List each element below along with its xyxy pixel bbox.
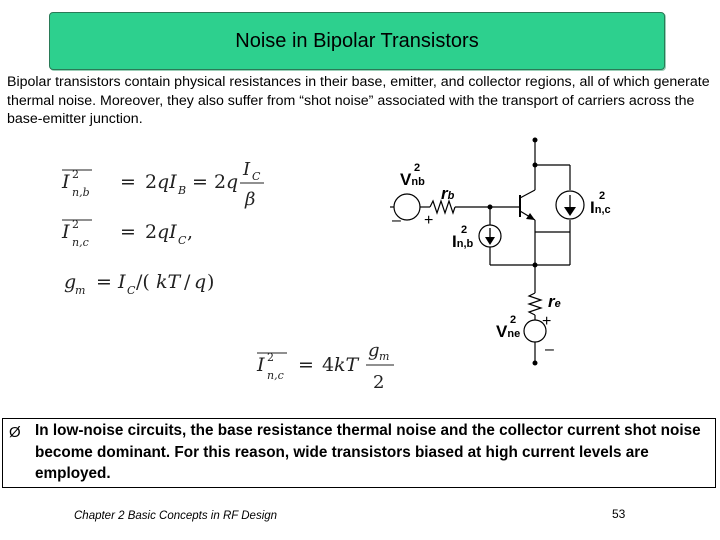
svg-text:2: 2 (145, 171, 158, 193)
svg-text:n,c: n,c (267, 369, 284, 382)
svg-text:,: , (187, 221, 194, 243)
equation-ib-shot-noise (61, 159, 264, 210)
svg-text:2: 2 (145, 221, 158, 243)
svg-text:qI: qI (157, 221, 177, 243)
svg-text:=: = (120, 221, 136, 243)
svg-text:2: 2 (72, 168, 79, 181)
svg-text:n,c: n,c (72, 236, 89, 249)
label-vne-plus: + (542, 313, 552, 330)
equation-ic-thermal (256, 340, 394, 393)
svg-text:C: C (178, 234, 187, 247)
svg-text:m: m (379, 350, 390, 363)
svg-text:g: g (368, 340, 380, 361)
svg-text:g: g (64, 271, 77, 293)
svg-text:β: β (245, 189, 256, 210)
page-number: 53 (612, 507, 626, 521)
svg-text:m: m (75, 284, 86, 297)
label-vnb: V 2 nb (400, 162, 425, 189)
svg-text:B: B (178, 184, 187, 197)
slide-title: Noise in Bipolar Transistors (235, 29, 479, 52)
svg-text:I: I (62, 221, 70, 243)
label-vnb-minus: – (392, 212, 401, 229)
svg-text:n,b: n,b (72, 186, 90, 199)
svg-text:=: = (120, 171, 136, 193)
svg-text:2: 2 (373, 372, 385, 393)
bullet-box (2, 418, 716, 488)
svg-text:=: = (96, 271, 112, 293)
bullet-text: In low-noise circuits, the base resistance thermal noise and the collector current shot noise become dominant. For this reason, wide transistors biased at high current levels are employed. (35, 422, 701, 482)
svg-text:2: 2 (267, 351, 274, 364)
svg-text:q: q (194, 271, 207, 293)
svg-text:2: 2 (72, 218, 79, 231)
label-inc: I 2 n,c (590, 190, 611, 217)
svg-text:=: = (298, 354, 314, 376)
label-vne-minus: – (545, 341, 554, 358)
intro-paragraph: Bipolar transistors contain physical resistances in their base, emitter, and collector regions, all of which generate thermal noise. Moreover, they also suffer from “shot noise” associated with the transport of carriers across the base-emitter junction. (7, 74, 710, 127)
footer-chapter: Chapter 2 Basic Concepts in RF Design (74, 510, 278, 522)
svg-text:2: 2 (214, 171, 227, 193)
svg-text:C: C (127, 284, 136, 297)
equation-gm (64, 271, 214, 297)
label-inb: I 2 n,b (452, 224, 474, 251)
svg-text:/(: /( (136, 271, 150, 293)
svg-text:kT: kT (334, 354, 359, 376)
svg-text:q: q (226, 171, 239, 193)
label-rb: rb (441, 184, 455, 203)
svg-text:I: I (243, 159, 251, 180)
equation-ic-shot-noise (61, 218, 193, 249)
title-banner (49, 12, 665, 70)
svg-text:): ) (207, 271, 215, 293)
label-vne: V 2 ne (496, 314, 521, 341)
svg-text:=: = (192, 171, 208, 193)
svg-text:kT: kT (156, 271, 181, 293)
label-re: re (548, 292, 561, 311)
svg-text:C: C (252, 170, 261, 183)
svg-text:I: I (62, 171, 70, 193)
svg-text:qI: qI (157, 171, 177, 193)
label-vnb-plus: + (424, 212, 434, 229)
bullet-arrow-icon: Ø (9, 424, 21, 441)
svg-text:/: / (184, 271, 191, 293)
svg-text:I: I (257, 354, 265, 376)
svg-text:I: I (118, 271, 126, 293)
equations-block (50, 150, 430, 410)
svg-text:4: 4 (322, 354, 335, 376)
